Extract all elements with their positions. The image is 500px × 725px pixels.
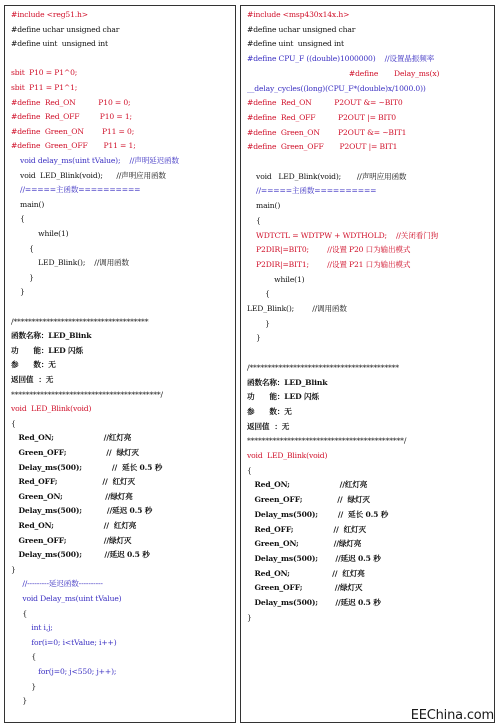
code-line: WDTCTL = WDTPW + WDTHOLD; //关闭看门狗	[247, 230, 439, 240]
code-line: void LED_Blink(void)	[247, 451, 328, 460]
code-line: }	[247, 333, 261, 343]
code-line: Red_ON; // 红灯亮	[11, 521, 137, 530]
code-line: while(1)	[11, 229, 69, 238]
code-line: {	[247, 289, 270, 299]
code-line: main()	[11, 199, 45, 209]
code-line: /*************************************	[11, 316, 149, 326]
code-line: Red_ON; // 红灯亮	[247, 568, 365, 578]
code-line: Delay_ms(500); // 延长 0.5 秒	[11, 462, 163, 472]
code-line: Delay_ms(500); //延迟 0.5 秒	[247, 598, 381, 607]
code-line: void LED_Blink(void)	[11, 404, 92, 414]
code-line: sbit P10 = P1^0;	[11, 68, 78, 78]
code-line: P2DIR|=BIT0; //设置 P20 口为输出模式	[247, 245, 411, 255]
code-line: while(1)	[247, 274, 305, 284]
code-line: LED_Blink(); //调用函数	[247, 304, 347, 313]
code-line: }	[11, 564, 16, 574]
code-line: void LED_Blink(void); //声明应用函数	[247, 171, 407, 181]
watermark: EEChina.com	[410, 708, 494, 723]
code-line: 功 能：LED 闪烁	[11, 345, 83, 355]
code-line: {	[11, 418, 16, 428]
code-line: }	[11, 287, 25, 297]
code-line: #include <reg51.h>	[11, 10, 89, 19]
code-line: int i,j;	[11, 623, 53, 633]
code-line: #define Red_OFF P2OUT |= BIT0	[247, 112, 396, 122]
code-line: 参 数：无	[247, 406, 292, 416]
code-line: __delay_cycles((long)(CPU_F*(double)x/1000.0))	[247, 83, 426, 93]
code-line: #define Red_OFF P10 = 1;	[11, 112, 132, 122]
code-line: //=====主函数==========	[11, 185, 141, 195]
code-line: 函数名称：LED_Blink	[11, 331, 92, 341]
code-line: //---------延迟函数----------	[11, 579, 103, 589]
code-line: Red_OFF; // 红灯灭	[11, 477, 135, 487]
code-line: /*****************************************	[247, 362, 399, 372]
code-line: Green_ON; //绿灯亮	[11, 491, 133, 501]
code-line: Delay_ms(500); //延迟 0.5 秒	[11, 550, 150, 560]
code-line: Delay_ms(500); //延迟 0.5 秒	[11, 506, 153, 516]
code-line: {	[247, 465, 252, 475]
code-line: main()	[247, 201, 281, 211]
code-line: {	[11, 652, 37, 662]
code-line: Red_OFF; // 红灯灭	[247, 524, 366, 534]
code-line: Delay_ms(500); // 延长 0.5 秒	[247, 509, 389, 519]
code-line: #define uint unsigned int	[11, 39, 108, 49]
code-line: #define Green_OFF P2OUT |= BIT1	[247, 142, 398, 152]
code-line: {	[247, 215, 261, 225]
code-line: Red_ON; //红灯亮	[11, 433, 132, 443]
code-line: #include <msp430x14x.h>	[247, 10, 350, 19]
code-line: #define Red_ON P2OUT &= ~BIT0	[247, 98, 403, 108]
code-line: P2DIR|=BIT1; //设置 P21 口为输出模式	[247, 259, 411, 269]
right-code-panel	[240, 5, 495, 723]
code-line: LED_Blink(); //调用函数	[11, 258, 129, 268]
code-line: #define uchar unsigned char	[11, 24, 120, 34]
code-line: #define Green_ON P2OUT &= ~BIT1	[247, 127, 407, 137]
code-line: {	[11, 608, 28, 618]
code-line: #define uint unsigned int	[247, 39, 344, 49]
code-line: //=====主函数==========	[247, 186, 377, 196]
code-line: *******************************************/	[247, 436, 407, 446]
code-line: sbit P11 = P1^1;	[11, 83, 78, 92]
code-line: Green_ON; //绿灯亮	[247, 539, 362, 549]
code-line: #define Delay_ms(x)	[247, 68, 440, 78]
code-line: void LED_Blink(void); //声明应用函数	[11, 170, 166, 180]
code-line: }	[11, 681, 37, 691]
code-line: 函数名称：LED_Blink	[247, 377, 328, 387]
code-line: }	[11, 696, 28, 706]
code-line: Green_OFF; // 绿灯灭	[247, 495, 370, 505]
code-line: #define Red_ON P10 = 0;	[11, 97, 131, 107]
code-line: *****************************************/	[11, 389, 163, 399]
left-code-panel	[4, 5, 236, 723]
code-line: {	[11, 214, 25, 224]
code-line: #define Green_ON P11 = 0;	[11, 126, 135, 136]
code-line: void delay_ms(uint tValue); //声明延迟函数	[11, 156, 179, 165]
code-line: Green_OFF; // 绿灯灭	[11, 448, 139, 457]
code-line: }	[247, 612, 252, 622]
code-line: Red_ON; //红灯亮	[247, 480, 368, 490]
code-line: Delay_ms(500); //延迟 0.5 秒	[247, 553, 381, 563]
code-line: 参 数：无	[11, 360, 56, 370]
code-line: }	[11, 272, 34, 282]
code-line: {	[11, 243, 34, 253]
code-line: Green_OFF; //绿灯灭	[11, 535, 132, 545]
code-line: #define Green_OFF P11 = 1;	[11, 141, 136, 151]
code-line: #define CPU_F ((double)1000000) //设置晶振频率	[247, 54, 435, 64]
code-line: for(j=0; j<550; j++);	[11, 667, 117, 676]
code-line: #define uchar unsigned char	[247, 24, 356, 34]
code-line: void Delay_ms(uint tValue)	[11, 594, 122, 603]
code-line: }	[247, 318, 270, 328]
code-line: 返回值 ：无	[247, 421, 290, 431]
code-line: Green_OFF; //绿灯灭	[247, 583, 363, 593]
code-line: 返回值 ：无	[11, 375, 54, 384]
code-line: 功 能：LED 闪烁	[247, 392, 319, 402]
code-line: for(i=0; i<tValue; i++)	[11, 637, 117, 647]
